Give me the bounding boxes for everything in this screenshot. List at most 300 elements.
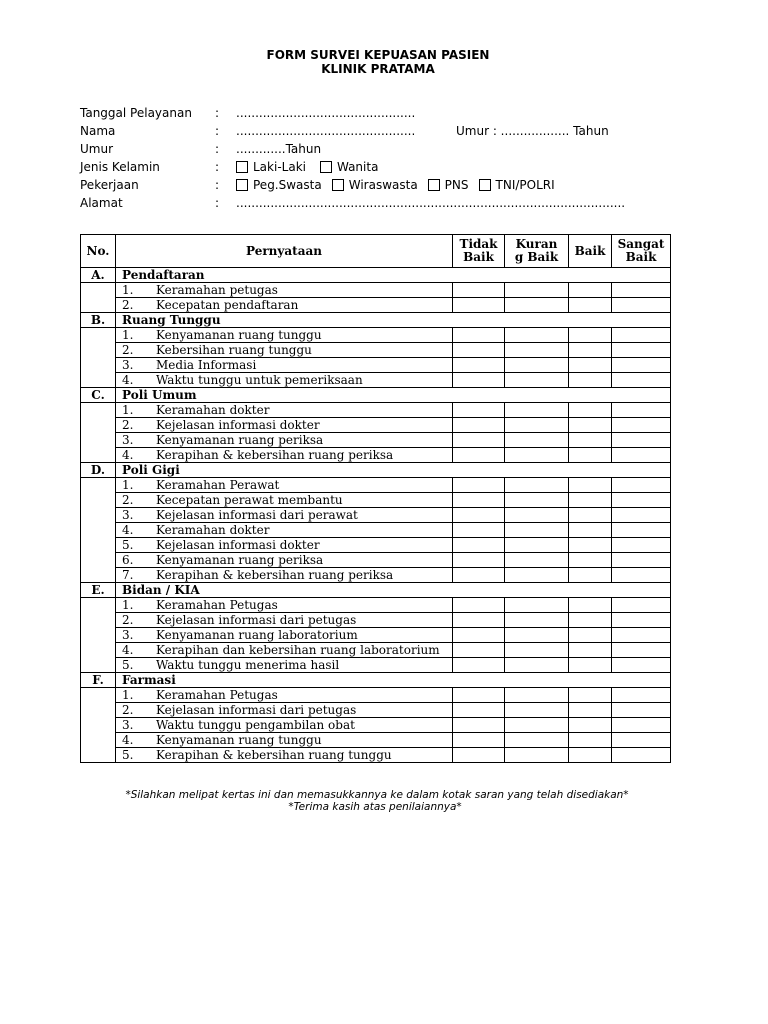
rating-cell-baik[interactable] <box>569 493 612 508</box>
rating-cell-kurang-baik[interactable] <box>505 613 569 628</box>
section-letter: B. <box>81 313 116 328</box>
info-row-tanggal <box>80 104 680 122</box>
rating-cell-sangat-baik[interactable] <box>612 493 671 508</box>
section-row <box>81 268 671 283</box>
rating-cell-baik[interactable] <box>569 418 612 433</box>
table-row <box>81 718 671 733</box>
rating-cell-baik[interactable] <box>569 688 612 703</box>
item-text: Kejelasan informasi dokter <box>156 418 320 432</box>
header-tidak-baik-line2: Baik <box>463 250 494 264</box>
statement-cell <box>116 523 453 538</box>
rating-cell-kurang-baik[interactable] <box>505 403 569 418</box>
rating-cell-tidak-baik[interactable] <box>453 658 505 673</box>
header-tidak-baik <box>453 235 505 268</box>
table-row <box>81 688 671 703</box>
rating-cell-baik[interactable] <box>569 703 612 718</box>
checkbox-wanita[interactable] <box>320 161 332 173</box>
gender-options <box>236 158 392 176</box>
rating-cell-baik[interactable] <box>569 598 612 613</box>
item-number: 1. <box>122 283 134 297</box>
header-sangat-baik-line2: Baik <box>625 250 657 264</box>
item-text: Keramahan petugas <box>156 283 278 297</box>
occupation-options <box>236 176 565 194</box>
table-row <box>81 568 671 583</box>
rating-cell-tidak-baik[interactable] <box>453 733 505 748</box>
rating-cell-sangat-baik[interactable] <box>612 418 671 433</box>
header-kurang-baik-line2: g Baik <box>514 250 559 264</box>
option-pns[interactable] <box>428 176 469 194</box>
tanggal-field[interactable]: ............................................... <box>236 106 416 120</box>
item-text: Keramahan dokter <box>156 523 270 537</box>
survey-table-body <box>81 268 671 763</box>
table-row <box>81 553 671 568</box>
table-row <box>81 418 671 433</box>
statement-cell <box>116 688 453 703</box>
table-row <box>81 733 671 748</box>
info-row-nama <box>80 122 680 140</box>
statement-cell <box>116 718 453 733</box>
item-text: Keramahan Petugas <box>156 688 278 702</box>
rating-cell-tidak-baik[interactable] <box>453 493 505 508</box>
rating-cell-baik[interactable] <box>569 403 612 418</box>
tanggal-label: Tanggal Pelayanan <box>80 106 192 120</box>
rating-cell-sangat-baik[interactable] <box>612 568 671 583</box>
rating-cell-kurang-baik[interactable] <box>505 298 569 313</box>
rating-cell-sangat-baik[interactable] <box>612 613 671 628</box>
item-number: 1. <box>122 598 134 612</box>
patient-info-section <box>80 104 680 212</box>
section-row <box>81 388 671 403</box>
umur-field[interactable]: .............Tahun <box>236 142 322 156</box>
alamat-field[interactable]: ...................................................................................................... <box>236 196 626 210</box>
item-number: 3. <box>122 628 134 642</box>
statement-cell <box>116 658 453 673</box>
alamat-label: Alamat <box>80 196 123 210</box>
item-number: 5. <box>122 748 134 762</box>
table-row <box>81 748 671 763</box>
rating-cell-baik[interactable] <box>569 433 612 448</box>
item-number: 3. <box>122 718 134 732</box>
table-row <box>81 658 671 673</box>
item-text: Keramahan Petugas <box>156 598 278 612</box>
colon: : <box>215 178 220 192</box>
rating-cell-baik[interactable] <box>569 538 612 553</box>
pekerjaan-label: Pekerjaan <box>80 178 139 192</box>
header-statement: Pernyataan <box>116 235 453 268</box>
table-header-row <box>81 235 671 268</box>
statement-cell <box>116 343 453 358</box>
rating-cell-baik[interactable] <box>569 748 612 763</box>
header-kurang-baik-line1: Kuran <box>515 237 558 251</box>
rating-cell-kurang-baik[interactable] <box>505 658 569 673</box>
table-row <box>81 478 671 493</box>
rating-cell-kurang-baik[interactable] <box>505 748 569 763</box>
table-row <box>81 703 671 718</box>
section-number-cell <box>81 328 116 388</box>
rating-cell-kurang-baik[interactable] <box>505 433 569 448</box>
option-wiraswasta[interactable] <box>332 176 418 194</box>
rating-cell-sangat-baik[interactable] <box>612 718 671 733</box>
section-name: Farmasi <box>116 673 671 688</box>
rating-cell-kurang-baik[interactable] <box>505 553 569 568</box>
item-text: Kecepatan perawat membantu <box>156 493 343 507</box>
rating-cell-sangat-baik[interactable] <box>612 628 671 643</box>
statement-cell <box>116 553 453 568</box>
header-no: No. <box>81 235 116 268</box>
statement-cell <box>116 568 453 583</box>
section-number-cell <box>81 478 116 583</box>
option-label: TNI/POLRI <box>495 178 555 192</box>
item-text: Keramahan Perawat <box>156 478 280 492</box>
rating-cell-baik[interactable] <box>569 478 612 493</box>
nama-label: Nama <box>80 124 116 138</box>
checkbox-peg-swasta[interactable] <box>236 179 248 191</box>
checkbox-wiraswasta[interactable] <box>332 179 344 191</box>
table-row <box>81 433 671 448</box>
info-row-umur <box>80 140 680 158</box>
section-letter: E. <box>81 583 116 598</box>
rating-cell-baik[interactable] <box>569 523 612 538</box>
section-number-cell <box>81 688 116 763</box>
rating-cell-sangat-baik[interactable] <box>612 403 671 418</box>
rating-cell-sangat-baik[interactable] <box>612 523 671 538</box>
rating-cell-sangat-baik[interactable] <box>612 328 671 343</box>
table-row <box>81 283 671 298</box>
header-tidak-baik-line1: Tidak <box>459 237 498 251</box>
option-label: Wanita <box>336 160 379 174</box>
item-text: Kecepatan pendaftaran <box>156 298 299 312</box>
item-text: Kenyamanan ruang tunggu <box>156 328 322 342</box>
rating-cell-tidak-baik[interactable] <box>453 688 505 703</box>
rating-cell-baik[interactable] <box>569 373 612 388</box>
rating-cell-kurang-baik[interactable] <box>505 568 569 583</box>
rating-cell-sangat-baik[interactable] <box>612 343 671 358</box>
rating-cell-kurang-baik[interactable] <box>505 628 569 643</box>
statement-cell <box>116 538 453 553</box>
rating-cell-sangat-baik[interactable] <box>612 688 671 703</box>
rating-cell-tidak-baik[interactable] <box>453 703 505 718</box>
statement-cell <box>116 403 453 418</box>
rating-cell-kurang-baik[interactable] <box>505 598 569 613</box>
option-label: PNS <box>444 178 469 192</box>
statement-cell <box>116 598 453 613</box>
statement-cell <box>116 418 453 433</box>
colon: : <box>215 142 220 156</box>
statement-cell <box>116 448 453 463</box>
item-text: Kenyamanan ruang tunggu <box>156 733 322 747</box>
item-text: Kejelasan informasi dokter <box>156 538 320 552</box>
section-row <box>81 583 671 598</box>
umur-inline-field[interactable]: Umur : .................. Tahun <box>456 124 609 138</box>
rating-cell-baik[interactable] <box>569 718 612 733</box>
table-row <box>81 538 671 553</box>
item-number: 2. <box>122 343 134 357</box>
rating-cell-sangat-baik[interactable] <box>612 373 671 388</box>
rating-cell-tidak-baik[interactable] <box>453 478 505 493</box>
rating-cell-sangat-baik[interactable] <box>612 703 671 718</box>
statement-cell <box>116 283 453 298</box>
rating-cell-tidak-baik[interactable] <box>453 643 505 658</box>
rating-cell-baik[interactable] <box>569 553 612 568</box>
rating-cell-tidak-baik[interactable] <box>453 358 505 373</box>
rating-cell-kurang-baik[interactable] <box>505 703 569 718</box>
table-row <box>81 493 671 508</box>
rating-cell-sangat-baik[interactable] <box>612 448 671 463</box>
option-laki-laki[interactable] <box>236 158 306 176</box>
info-row-jenis-kelamin <box>80 158 680 176</box>
rating-cell-tidak-baik[interactable] <box>453 448 505 463</box>
section-name: Ruang Tunggu <box>116 313 671 328</box>
table-row <box>81 508 671 523</box>
item-text: Kejelasan informasi dari petugas <box>156 703 357 717</box>
item-number: 1. <box>122 328 134 342</box>
rating-cell-baik[interactable] <box>569 613 612 628</box>
section-name: Bidan / KIA <box>116 583 671 598</box>
table-row <box>81 358 671 373</box>
rating-cell-kurang-baik[interactable] <box>505 328 569 343</box>
statement-cell <box>116 508 453 523</box>
rating-cell-sangat-baik[interactable] <box>612 553 671 568</box>
table-row <box>81 643 671 658</box>
rating-cell-tidak-baik[interactable] <box>453 598 505 613</box>
table-row <box>81 403 671 418</box>
footer-thanks: *Terima kasih atas penilaiannya* <box>288 801 462 813</box>
nama-field[interactable]: ............................................... <box>236 124 416 138</box>
rating-cell-kurang-baik[interactable] <box>505 523 569 538</box>
item-number: 7. <box>122 568 134 582</box>
rating-cell-tidak-baik[interactable] <box>453 283 505 298</box>
rating-cell-baik[interactable] <box>569 733 612 748</box>
item-number: 5. <box>122 538 134 552</box>
item-number: 3. <box>122 358 134 372</box>
rating-cell-baik[interactable] <box>569 568 612 583</box>
rating-cell-sangat-baik[interactable] <box>612 298 671 313</box>
option-label: Peg.Swasta <box>253 178 322 192</box>
table-row <box>81 343 671 358</box>
section-name: Poli Gigi <box>116 463 671 478</box>
item-text: Keramahan dokter <box>156 403 270 417</box>
item-number: 4. <box>122 373 134 387</box>
item-text: Kenyamanan ruang periksa <box>156 433 324 447</box>
item-number: 6. <box>122 553 134 567</box>
rating-cell-sangat-baik[interactable] <box>612 748 671 763</box>
rating-cell-sangat-baik[interactable] <box>612 538 671 553</box>
checkbox-tni-polri[interactable] <box>479 179 491 191</box>
section-row <box>81 673 671 688</box>
item-number: 2. <box>122 493 134 507</box>
checkbox-laki-laki[interactable] <box>236 161 248 173</box>
header-sangat-baik-line1: Sangat <box>617 237 665 251</box>
item-text: Kebersihan ruang tunggu <box>156 343 312 357</box>
statement-cell <box>116 328 453 343</box>
rating-cell-kurang-baik[interactable] <box>505 373 569 388</box>
rating-cell-baik[interactable] <box>569 328 612 343</box>
rating-cell-kurang-baik[interactable] <box>505 418 569 433</box>
item-text: Media Informasi <box>156 358 257 372</box>
form-title: FORM SURVEI KEPUASAN PASIEN <box>266 48 490 62</box>
rating-cell-kurang-baik[interactable] <box>505 643 569 658</box>
rating-cell-kurang-baik[interactable] <box>505 343 569 358</box>
rating-cell-sangat-baik[interactable] <box>612 658 671 673</box>
item-text: Kerapihan & kebersihan ruang periksa <box>156 568 394 582</box>
item-text: Waktu tunggu menerima hasil <box>156 658 340 672</box>
rating-cell-kurang-baik[interactable] <box>505 478 569 493</box>
form-subtitle: KLINIK PRATAMA <box>321 62 435 76</box>
rating-cell-baik[interactable] <box>569 343 612 358</box>
rating-cell-sangat-baik[interactable] <box>612 508 671 523</box>
section-name: Poli Umum <box>116 388 671 403</box>
item-number: 5. <box>122 658 134 672</box>
rating-cell-baik[interactable] <box>569 508 612 523</box>
survey-table <box>80 234 671 763</box>
rating-cell-kurang-baik[interactable] <box>505 508 569 523</box>
item-number: 4. <box>122 643 134 657</box>
rating-cell-tidak-baik[interactable] <box>453 748 505 763</box>
item-text: Kejelasan informasi dari petugas <box>156 613 357 627</box>
rating-cell-tidak-baik[interactable] <box>453 403 505 418</box>
section-letter: D. <box>81 463 116 478</box>
colon: : <box>215 196 220 210</box>
item-number: 1. <box>122 478 134 492</box>
statement-cell <box>116 748 453 763</box>
header-sangat-baik <box>612 235 671 268</box>
rating-cell-sangat-baik[interactable] <box>612 478 671 493</box>
rating-cell-tidak-baik[interactable] <box>453 373 505 388</box>
table-row <box>81 613 671 628</box>
section-number-cell <box>81 283 116 313</box>
rating-cell-tidak-baik[interactable] <box>453 418 505 433</box>
section-letter: A. <box>81 268 116 283</box>
footer-instruction: *Silahkan melipat kertas ini dan memasukkannya ke dalam kotak saran yang telah disediakan* <box>125 789 629 801</box>
table-row <box>81 328 671 343</box>
option-label: Laki-Laki <box>253 160 306 174</box>
checkbox-pns[interactable] <box>428 179 440 191</box>
item-number: 4. <box>122 523 134 537</box>
rating-cell-tidak-baik[interactable] <box>453 568 505 583</box>
section-row <box>81 463 671 478</box>
statement-cell <box>116 373 453 388</box>
rating-cell-kurang-baik[interactable] <box>505 448 569 463</box>
jenis-kelamin-label: Jenis Kelamin <box>80 160 160 174</box>
rating-cell-tidak-baik[interactable] <box>453 628 505 643</box>
item-number: 2. <box>122 418 134 432</box>
rating-cell-tidak-baik[interactable] <box>453 718 505 733</box>
rating-cell-sangat-baik[interactable] <box>612 733 671 748</box>
item-number: 1. <box>122 403 134 417</box>
rating-cell-kurang-baik[interactable] <box>505 283 569 298</box>
statement-cell <box>116 733 453 748</box>
rating-cell-kurang-baik[interactable] <box>505 493 569 508</box>
statement-cell <box>116 478 453 493</box>
table-row <box>81 523 671 538</box>
rating-cell-tidak-baik[interactable] <box>453 538 505 553</box>
item-text: Kejelasan informasi dari perawat <box>156 508 358 522</box>
rating-cell-baik[interactable] <box>569 298 612 313</box>
umur-label: Umur <box>80 142 114 156</box>
item-text: Kenyamanan ruang laboratorium <box>156 628 358 642</box>
statement-cell <box>116 643 453 658</box>
rating-cell-baik[interactable] <box>569 283 612 298</box>
rating-cell-sangat-baik[interactable] <box>612 283 671 298</box>
section-number-cell <box>81 598 116 673</box>
rating-cell-baik[interactable] <box>569 448 612 463</box>
section-row <box>81 313 671 328</box>
statement-cell <box>116 613 453 628</box>
rating-cell-baik[interactable] <box>569 628 612 643</box>
item-text: Kenyamanan ruang periksa <box>156 553 324 567</box>
option-label: Wiraswasta <box>348 178 418 192</box>
item-number: 3. <box>122 508 134 522</box>
section-name: Pendaftaran <box>116 268 671 283</box>
rating-cell-baik[interactable] <box>569 658 612 673</box>
statement-cell <box>116 298 453 313</box>
colon: : <box>215 106 220 120</box>
rating-cell-kurang-baik[interactable] <box>505 358 569 373</box>
rating-cell-sangat-baik[interactable] <box>612 598 671 613</box>
rating-cell-kurang-baik[interactable] <box>505 688 569 703</box>
section-letter: F. <box>81 673 116 688</box>
table-row <box>81 298 671 313</box>
table-row <box>81 598 671 613</box>
rating-cell-tidak-baik[interactable] <box>453 613 505 628</box>
rating-cell-tidak-baik[interactable] <box>453 553 505 568</box>
rating-cell-baik[interactable] <box>569 358 612 373</box>
section-letter: C. <box>81 388 116 403</box>
item-number: 4. <box>122 733 134 747</box>
rating-cell-kurang-baik[interactable] <box>505 538 569 553</box>
item-number: 2. <box>122 613 134 627</box>
item-number: 3. <box>122 433 134 447</box>
statement-cell <box>116 433 453 448</box>
rating-cell-tidak-baik[interactable] <box>453 298 505 313</box>
item-text: Kerapihan & kebersihan ruang periksa <box>156 448 394 462</box>
rating-cell-kurang-baik[interactable] <box>505 733 569 748</box>
statement-cell <box>116 358 453 373</box>
header-kurang-baik <box>505 235 569 268</box>
option-wanita[interactable] <box>320 158 378 176</box>
table-row <box>81 628 671 643</box>
rating-cell-tidak-baik[interactable] <box>453 433 505 448</box>
rating-cell-sangat-baik[interactable] <box>612 358 671 373</box>
item-number: 1. <box>122 688 134 702</box>
item-text: Kerapihan & kebersihan ruang tunggu <box>156 748 392 762</box>
rating-cell-sangat-baik[interactable] <box>612 433 671 448</box>
info-row-alamat <box>80 194 680 212</box>
rating-cell-kurang-baik[interactable] <box>505 718 569 733</box>
table-row <box>81 448 671 463</box>
header-baik: Baik <box>569 235 612 268</box>
colon: : <box>215 124 220 138</box>
item-text: Kerapihan dan kebersihan ruang laboratorium <box>156 643 440 657</box>
colon: : <box>215 160 220 174</box>
option-peg-swasta[interactable] <box>236 176 322 194</box>
rating-cell-sangat-baik[interactable] <box>612 643 671 658</box>
table-row <box>81 373 671 388</box>
rating-cell-baik[interactable] <box>569 643 612 658</box>
item-number: 4. <box>122 448 134 462</box>
option-tni-polri[interactable] <box>479 176 555 194</box>
item-text: Waktu tunggu untuk pemeriksaan <box>156 373 363 387</box>
rating-cell-tidak-baik[interactable] <box>453 508 505 523</box>
item-text: Waktu tunggu pengambilan obat <box>156 718 355 732</box>
rating-cell-tidak-baik[interactable] <box>453 328 505 343</box>
statement-cell <box>116 628 453 643</box>
item-number: 2. <box>122 298 134 312</box>
rating-cell-tidak-baik[interactable] <box>453 343 505 358</box>
statement-cell <box>116 493 453 508</box>
section-number-cell <box>81 403 116 463</box>
rating-cell-tidak-baik[interactable] <box>453 523 505 538</box>
